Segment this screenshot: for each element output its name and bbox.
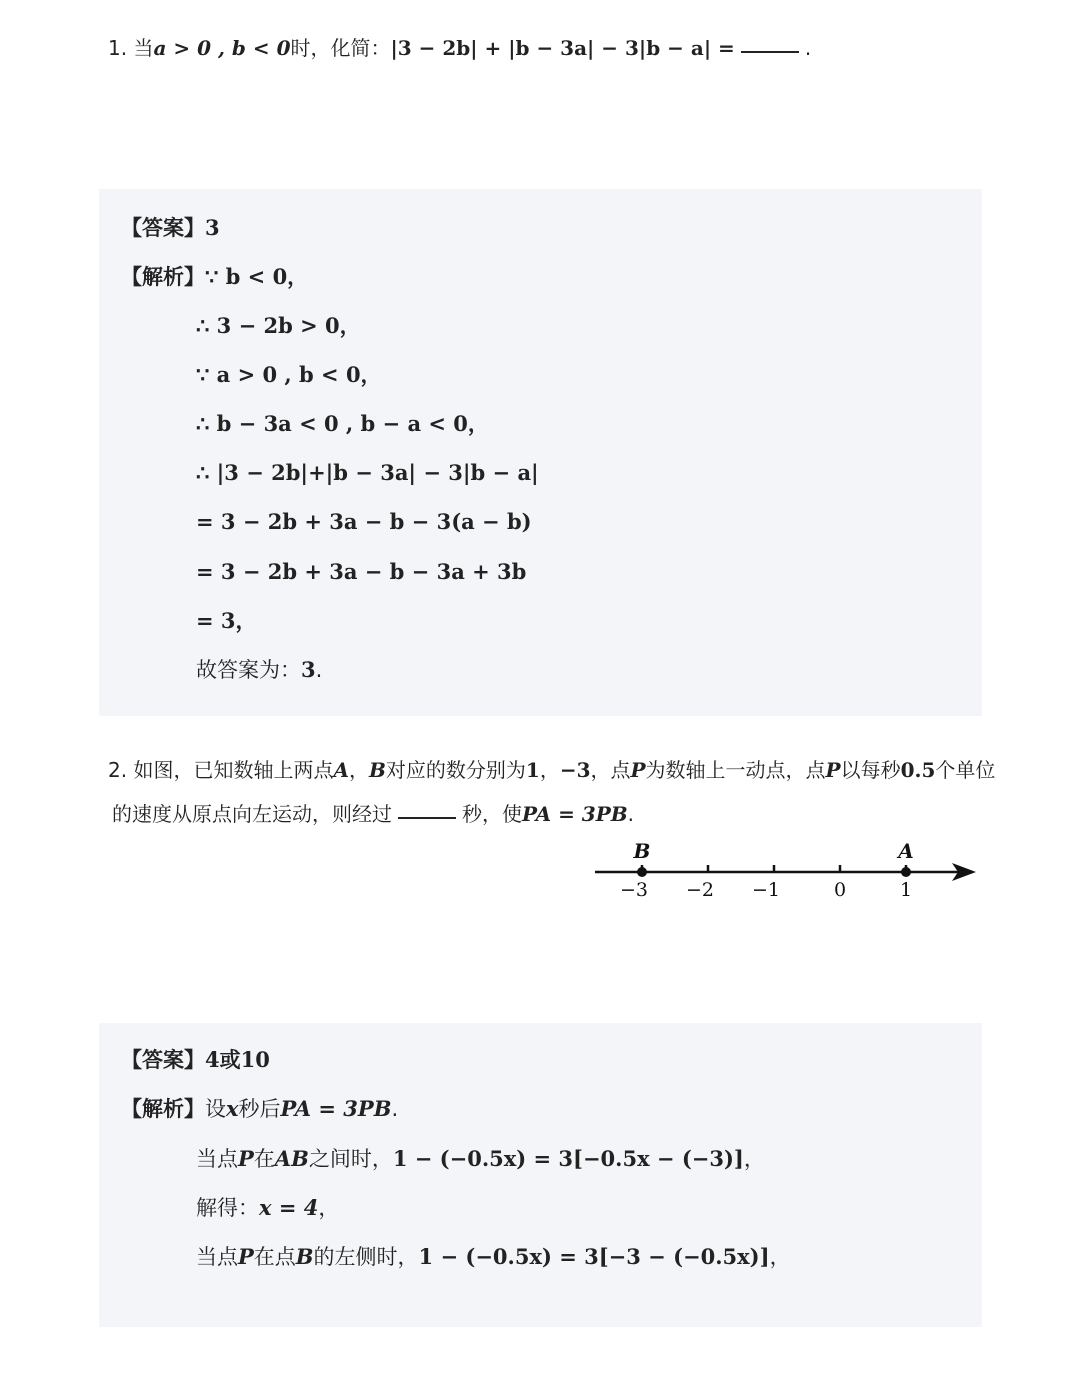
- step: ∴ 3 − 2b > 0，: [196, 313, 361, 338]
- conclusion: 故答案为：3.: [196, 657, 323, 682]
- condition: a > 0 , b < 0: [153, 36, 291, 60]
- analysis-tag: 【解析】: [121, 265, 205, 289]
- analysis-line: 【解析】设x秒后PA = 3PB.: [121, 1096, 399, 1121]
- answer-box-2: [99, 1023, 982, 1327]
- answer-tag: 【答案】: [121, 216, 205, 240]
- answer-value: 4或10: [205, 1047, 270, 1072]
- point-A: [901, 867, 911, 877]
- question-1: 1. 当a > 0 , b < 0时，化简：|3 − 2b| + |b − 3a| − 3|b − a| = .: [108, 36, 812, 60]
- answer-blank: [398, 803, 456, 819]
- expression: PA = 3PB: [522, 802, 628, 826]
- question-number: 1.: [108, 36, 128, 60]
- question-2-line-1: 2. 如图，已知数轴上两点A，B对应的数分别为1，−3，点P为数轴上一动点，点P以每秒0.5个单位: [108, 758, 996, 782]
- point-label: A: [898, 839, 914, 863]
- step: ∵ a > 0 , b < 0，: [196, 362, 382, 387]
- step: = 3 − 2b + 3a − b − 3a + 3b: [196, 559, 527, 584]
- tick-label: −3: [619, 879, 649, 901]
- step: ∵ b < 0，: [205, 264, 309, 289]
- step: = 3 − 2b + 3a − b − 3(a − b): [196, 509, 532, 534]
- answer-line: [121, 1045, 270, 1075]
- step: ∴ b − 3a < 0 , b − a < 0，: [196, 411, 489, 436]
- point-B: [637, 867, 647, 877]
- answer-line: [121, 213, 220, 243]
- answer-box-1: [99, 189, 982, 716]
- step: 解得：x = 4，: [196, 1195, 340, 1220]
- question-number: 2.: [108, 758, 128, 782]
- number-line: [590, 838, 990, 908]
- tick-label: 0: [833, 879, 847, 901]
- step: 当点P在AB之间时，1 − (−0.5x) = 3[−0.5x − (−3)]，: [196, 1146, 765, 1171]
- analysis-line: [121, 262, 308, 292]
- step: 当点P在点B的左侧时，1 − (−0.5x) = 3[−3 − (−0.5x)]，: [196, 1244, 791, 1269]
- step: ∴ |3 − 2b|+|b − 3a| − 3|b − a|: [196, 460, 539, 485]
- step: = 3，: [196, 608, 257, 633]
- point-label: B: [633, 839, 651, 863]
- analysis-tag: 【解析】: [121, 1097, 205, 1121]
- tick-label: −1: [751, 879, 781, 901]
- answer-tag: 【答案】: [121, 1048, 205, 1072]
- expression: |3 − 2b| + |b − 3a| − 3|b − a| =: [390, 36, 735, 60]
- answer-value: 3: [205, 215, 220, 240]
- tick-label: −2: [685, 879, 715, 901]
- tick-label: 1: [899, 879, 913, 901]
- answer-blank: [741, 37, 799, 53]
- question-2-line-2: 的速度从原点向左运动，则经过 秒，使PA = 3PB.: [112, 802, 635, 826]
